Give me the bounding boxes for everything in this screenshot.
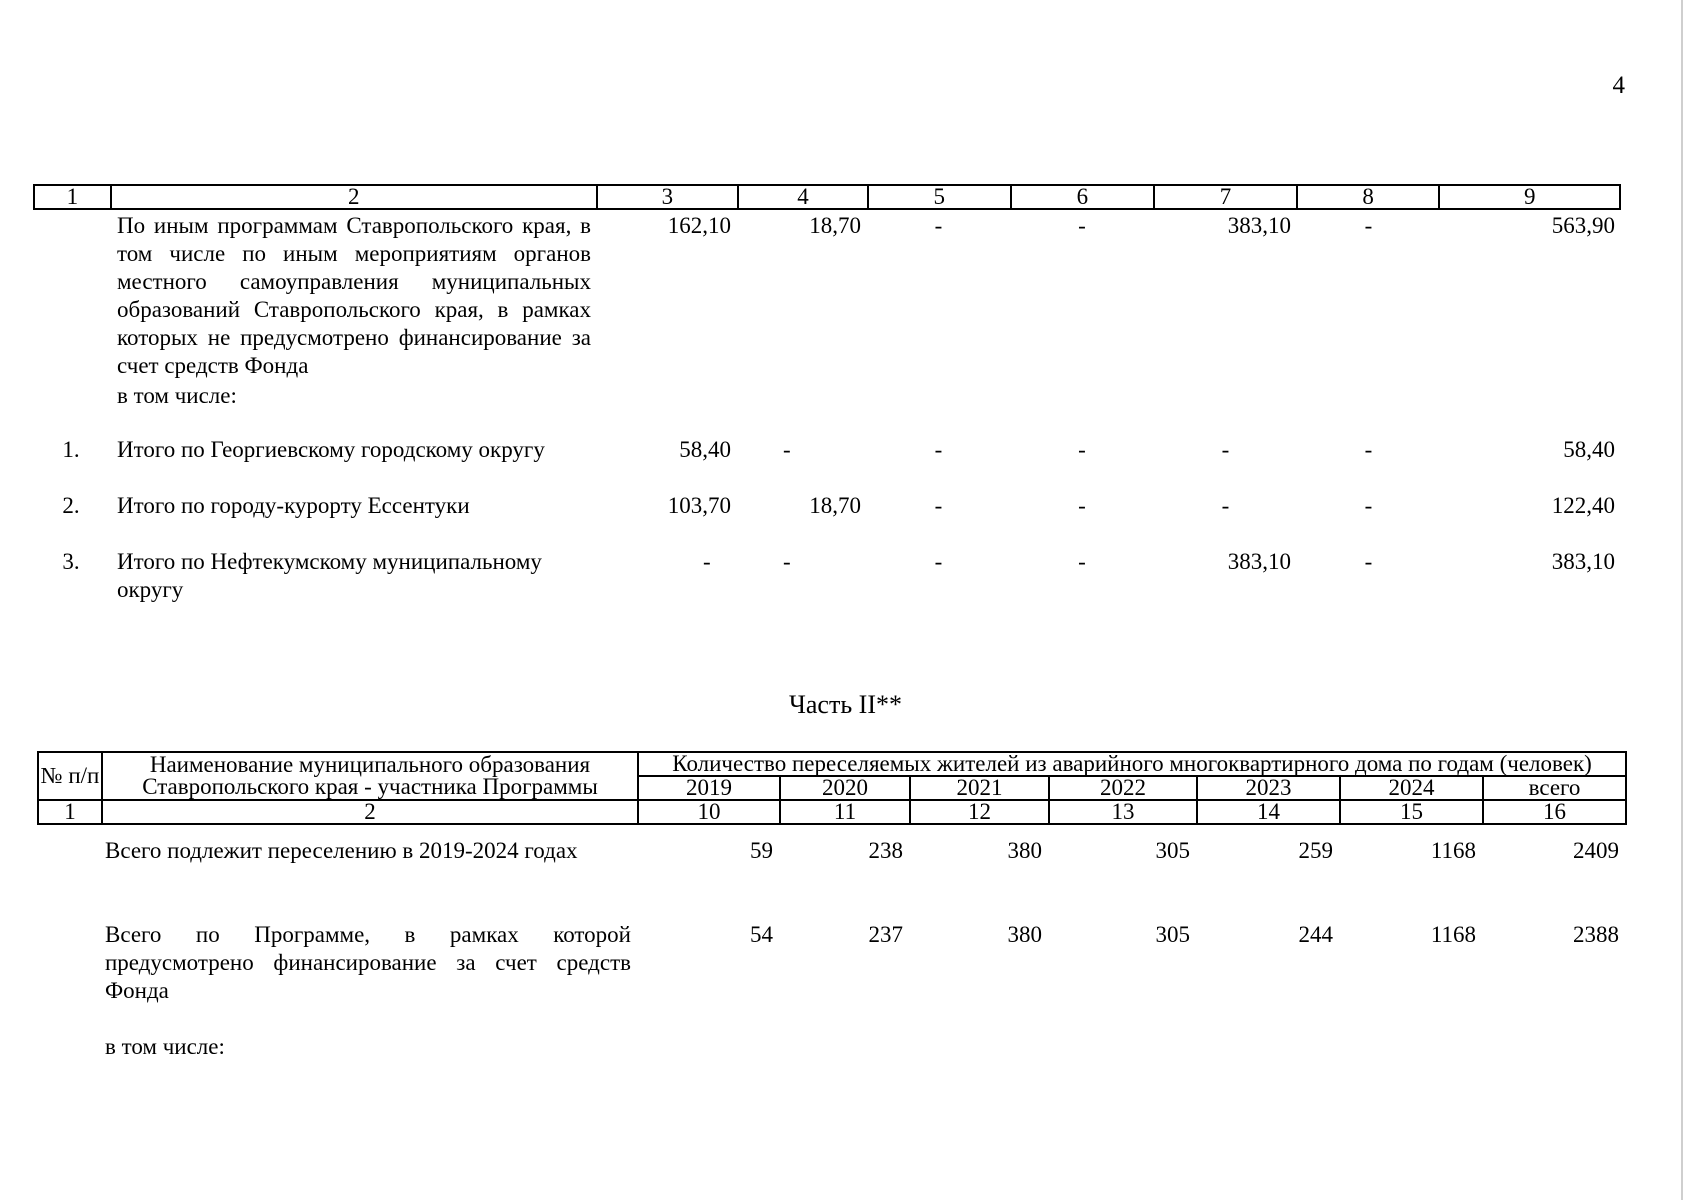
year-header: 2021: [910, 776, 1049, 800]
table1-header-cell: 4: [739, 186, 869, 208]
value-cell: 244: [1298, 922, 1333, 947]
col-number: 13: [1049, 800, 1197, 824]
col-number: 16: [1483, 800, 1626, 824]
value-cell: 305: [1155, 922, 1190, 947]
col-number: 2: [102, 800, 638, 824]
row-name: Всего подлежит переселению в 2019-2024 годах: [105, 838, 578, 863]
row-name: Итого по городу-курорту Ессентуки: [117, 493, 470, 518]
value-cell: 58,40: [1563, 437, 1615, 462]
value-cell: 383,10: [1227, 549, 1291, 574]
table1-header-row: [33, 184, 1621, 210]
value-cell: -: [934, 213, 943, 238]
year-header: 2019: [638, 776, 780, 800]
row-name: Итого по Георгиевскому городскому округу: [117, 437, 545, 462]
row-number: [37, 1033, 101, 1073]
row-name: По иным программам Ставропольского края, в том числе по иным мероприятиям органов местного самоуправления муниципальных образований Ставропольского края, в рамках которых не предусмотрено финансирование за счет средств Фонда: [117, 213, 591, 378]
table-row: [33, 492, 1621, 548]
value-cell: 103,70: [667, 493, 731, 518]
section-title: Часть II**: [788, 690, 902, 719]
table-row: [33, 436, 1621, 492]
value-cell: 18,70: [809, 493, 861, 518]
table1-header-cell: 6: [1012, 186, 1156, 208]
value-cell: -: [1221, 493, 1230, 518]
value-cell: -: [1364, 493, 1373, 518]
year-header: всего: [1483, 776, 1626, 800]
value-cell: -: [1078, 213, 1086, 238]
value-cell: -: [783, 437, 791, 462]
row-number: [37, 837, 101, 921]
row-number: [33, 212, 109, 382]
header-num: № п/п: [38, 752, 102, 800]
value-cell: -: [934, 437, 943, 462]
table-row: [37, 921, 1625, 1033]
year-header: 2024: [1340, 776, 1483, 800]
row-name: в том числе:: [105, 1034, 225, 1059]
value-cell: -: [783, 549, 791, 574]
value-cell: -: [934, 549, 943, 574]
table1-header-cell: 1: [35, 186, 112, 208]
table1-header-cell: 9: [1523, 184, 1536, 209]
value-cell: -: [934, 493, 943, 518]
col-number: 15: [1340, 800, 1483, 824]
value-cell: -: [1364, 213, 1373, 238]
value-cell: -: [1078, 437, 1086, 462]
scan-edge: [1681, 0, 1683, 1200]
value-cell: -: [1078, 493, 1086, 518]
col-number: 1: [38, 800, 102, 824]
row-name: Итого по Нефтекумскому муниципальному округу: [117, 549, 542, 602]
year-header: 2020: [780, 776, 910, 800]
value-cell: 54: [750, 922, 773, 947]
value-cell: -: [1221, 437, 1230, 462]
value-cell: -: [1078, 549, 1086, 574]
value-cell: 2409: [1573, 838, 1619, 863]
value-cell: 305: [1155, 838, 1190, 863]
table2-body: [37, 837, 1625, 1073]
value-cell: 162,10: [667, 213, 731, 238]
table-row: [37, 1033, 1625, 1073]
table-row: [33, 212, 1621, 382]
value-cell: 18,70: [809, 213, 861, 238]
value-cell: 237: [868, 922, 903, 947]
value-cell: -: [703, 549, 711, 574]
value-cell: 1168: [1430, 838, 1476, 863]
table-row: [33, 382, 1621, 436]
value-cell: 380: [1007, 922, 1042, 947]
value-cell: 59: [750, 838, 773, 863]
header-group: Количество переселяемых жителей из аварийного многоквартирного дома по годам (человек): [638, 752, 1626, 776]
value-cell: 383,10: [1551, 549, 1615, 574]
row-number: [37, 921, 101, 1033]
table1-header-cell: 5: [869, 186, 1012, 208]
table-row: [37, 837, 1625, 921]
value-cell: -: [1364, 437, 1373, 462]
table1-header-cell: 2: [112, 186, 598, 208]
value-cell: 380: [1007, 838, 1042, 863]
row-name: Всего по Программе, в рамках которой предусмотрено финансирование за счет средств Фонда: [105, 922, 631, 1003]
value-cell: 383,10: [1227, 213, 1291, 238]
col-number: 12: [910, 800, 1049, 824]
row-number: 1.: [62, 437, 80, 462]
value-cell: 238: [868, 838, 903, 863]
table2-header: [37, 751, 1627, 825]
table1-body: [33, 212, 1621, 608]
value-cell: 1168: [1430, 922, 1476, 947]
page-number: 4: [1612, 72, 1625, 99]
year-header: 2023: [1197, 776, 1340, 800]
value-cell: 2388: [1573, 922, 1619, 947]
value-cell: 122,40: [1551, 493, 1615, 518]
header-name: Наименование муниципального образования Ставропольского края - участника Программы: [102, 752, 638, 800]
table-row: [33, 548, 1621, 608]
table1-header-cell: 7: [1155, 186, 1298, 208]
row-number: 2.: [62, 493, 80, 518]
value-cell: -: [1364, 549, 1373, 574]
col-number: 10: [638, 800, 780, 824]
value-cell: 563,90: [1551, 213, 1615, 238]
table1-header-cell: 8: [1298, 186, 1441, 208]
col-number: 11: [780, 800, 910, 824]
row-number: [33, 382, 109, 436]
value-cell: 58,40: [679, 437, 731, 462]
col-number: 14: [1197, 800, 1340, 824]
table1-header-cell: 3: [598, 186, 740, 208]
row-number: 3.: [62, 549, 80, 574]
value-cell: 259: [1298, 838, 1333, 863]
row-name: в том числе:: [117, 383, 237, 408]
year-header: 2022: [1049, 776, 1197, 800]
